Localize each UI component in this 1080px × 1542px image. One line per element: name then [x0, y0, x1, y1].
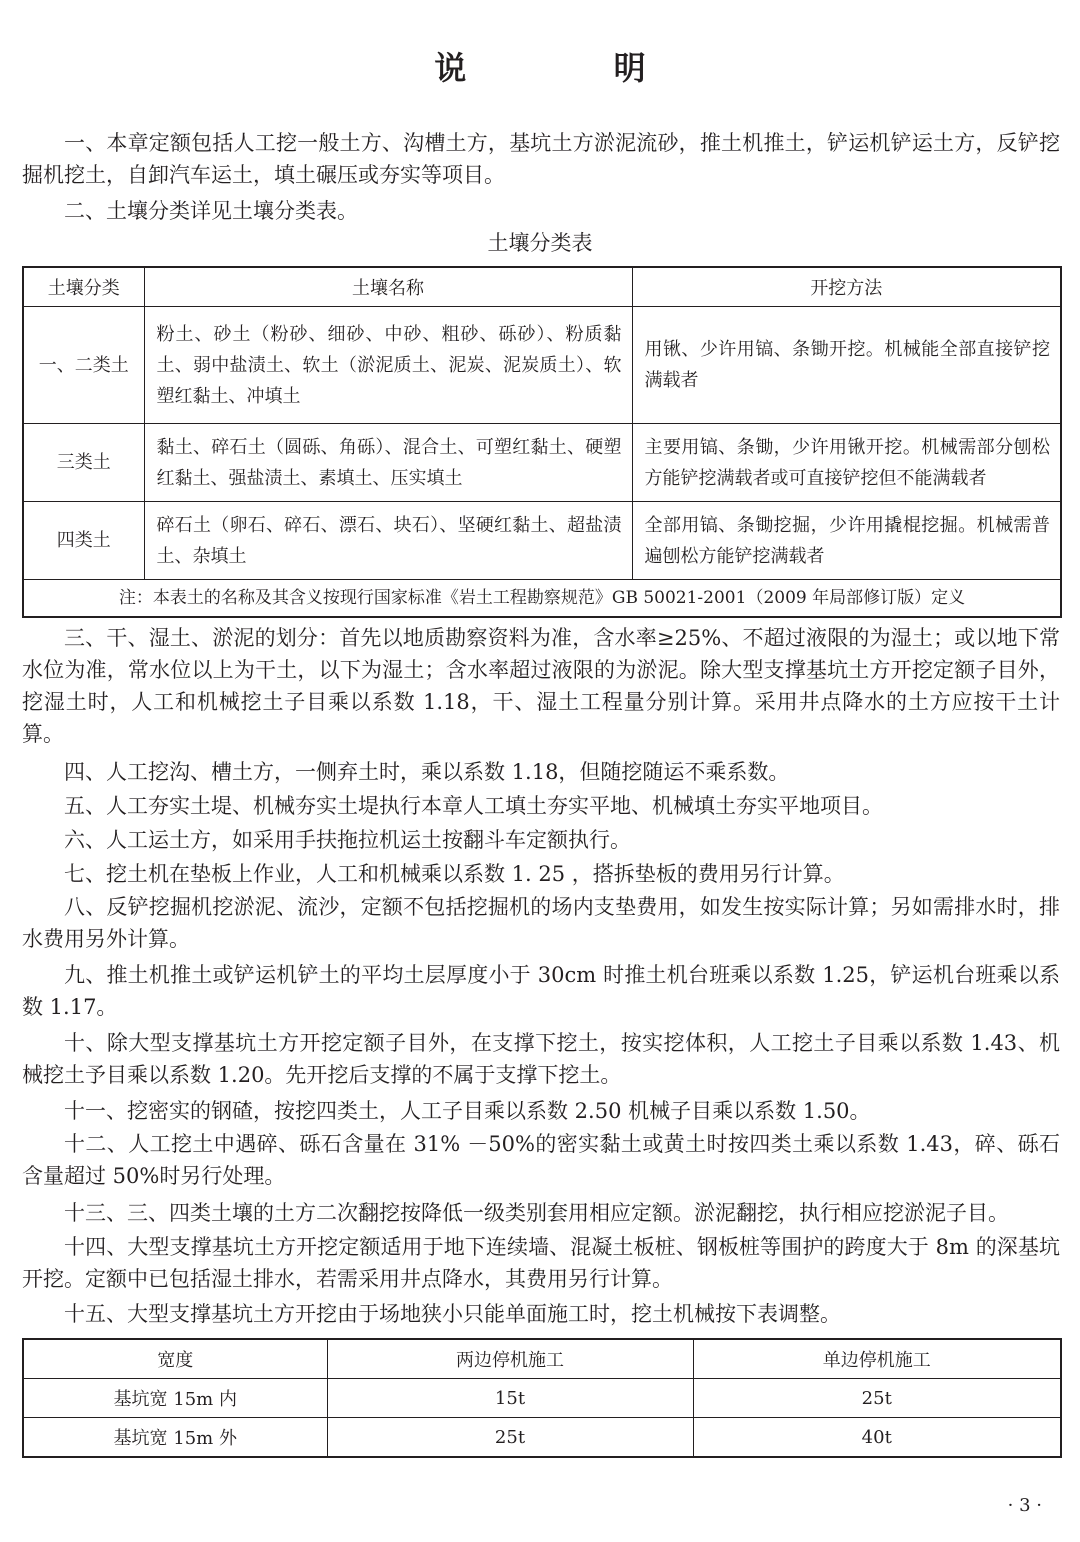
- page-title: 说 明: [434, 49, 714, 87]
- paragraph-14: 十四、大型支撑基坑土方开挖定额适用于地下连续墙、混凝土板桩、钢板桩等围护的跨度大于 8m 的深基坑开挖。定额中已包括湿土排水，若需采用井点降水，其费用另行计算。: [22, 1235, 1060, 1291]
- header-soil-name: 土壤名称: [144, 267, 632, 307]
- table-header-row: [23, 267, 1061, 307]
- table-row: [23, 502, 1061, 580]
- table-header-row: [23, 1339, 1061, 1379]
- soil-table-title: 土壤分类表: [487, 231, 593, 255]
- paragraph-8: 八、反铲挖掘机挖淤泥、流沙，定额不包括挖掘机的场内支垫费用，如发生按实际计算；另如需排水时，排水费用另外计算。: [22, 895, 1060, 951]
- table-cell: 25t: [327, 1418, 693, 1458]
- paragraph-11: 十一、挖密实的钢碴，按挖四类土，人工子目乘以系数 2.50 机械子目乘以系数 1.50。: [64, 1099, 871, 1123]
- header-soil-class: 土壤分类: [23, 267, 144, 307]
- table-note-row: [23, 580, 1061, 618]
- paragraph-7: 七、挖土机在垫板上作业，人工和机械乘以系数 1. 25 ，搭拆垫板的费用另行计算。: [64, 862, 845, 886]
- soil-name-cell: 碎石土（卵石、碎石、漂石、块石）、坚硬红黏土、超盐渍土、杂填土: [144, 502, 632, 580]
- header-excavation-method: 开挖方法: [632, 267, 1061, 307]
- table-row: [23, 424, 1061, 502]
- excavation-method-cell: 用锹、少许用镐、条锄开挖。机械能全部直接铲挖满载者: [632, 307, 1061, 424]
- table-row: [23, 307, 1061, 424]
- header-two-side: 两边停机施工: [327, 1339, 693, 1379]
- header-width: 宽度: [23, 1339, 327, 1379]
- table-row: [23, 1418, 1061, 1458]
- paragraph-13: 十三、三、四类土壤的土方二次翻挖按降低一级类别套用相应定额。淤泥翻挖，执行相应挖淤泥子目。: [64, 1201, 1009, 1225]
- excavation-method-cell: 主要用镐、条锄，少许用锹开挖。机械需部分刨松方能铲挖满载者或可直接铲挖但不能满载者: [632, 424, 1061, 502]
- soil-class-cell: 一、二类土: [23, 307, 144, 424]
- table-note: 注：本表土的名称及其含义按现行国家标准《岩土工程勘察规范》GB 50021-2001（2009 年局部修订版）定义: [23, 580, 1061, 618]
- excavator-adjustment-table: [22, 1338, 1062, 1458]
- paragraph-1: 一、本章定额包括人工挖一般土方、沟槽土方，基坑土方淤泥流砂，推土机推土，铲运机铲运土方，反铲挖掘机挖土，自卸汽车运土，填土碾压或夯实等项目。: [22, 131, 1060, 187]
- paragraph-10: 十、除大型支撑基坑土方开挖定额子目外，在支撑下挖土，按实挖体积，人工挖土子目乘以系数 1.43、机械挖土予目乘以系数 1.20。先开挖后支撑的不属于支撑下挖土。: [22, 1031, 1060, 1087]
- soil-class-cell: 三类土: [23, 424, 144, 502]
- table-cell: 基坑宽 15m 外: [23, 1418, 327, 1458]
- paragraph-15: 十五、大型支撑基坑土方开挖由于场地狭小只能单面施工时，挖土机械按下表调整。: [64, 1302, 841, 1326]
- paragraph-4: 四、人工挖沟、槽土方，一侧弃土时，乘以系数 1.18，但随挖随运不乘系数。: [64, 760, 790, 784]
- table-cell: 15t: [327, 1379, 693, 1418]
- table-cell: 基坑宽 15m 内: [23, 1379, 327, 1418]
- excavation-method-cell: 全部用镐、条锄挖掘，少许用撬棍挖掘。机械需普遍刨松方能铲挖满载者: [632, 502, 1061, 580]
- table-cell: 25t: [693, 1379, 1061, 1418]
- soil-classification-table: [22, 266, 1062, 618]
- paragraph-3: 三、干、湿土、淤泥的划分：首先以地质勘察资料为准，含水率≥25%、不超过液限的为湿土；或以地下常水位为准，常水位以上为干土，以下为湿土；含水率超过液限的为淤泥。除大型支撑基坑土方开挖定额子目外，挖湿土时，人工和机械挖土子目乘以系数 1.18，干、湿土工程量分别计算。采用井点降水的土方应按干土计算。: [22, 626, 1060, 746]
- paragraph-6: 六、人工运土方，如采用手扶拖拉机运土按翻斗车定额执行。: [64, 828, 631, 852]
- paragraph-5: 五、人工夯实土堤、机械夯实土堤执行本章人工填土夯实平地、机械填土夯实平地项目。: [64, 794, 883, 818]
- table-cell: 40t: [693, 1418, 1061, 1458]
- soil-class-cell: 四类土: [23, 502, 144, 580]
- soil-name-cell: 粉土、砂土（粉砂、细砂、中砂、粗砂、砾砂）、粉质黏土、弱中盐渍土、软土（淤泥质土、泥炭、泥炭质土）、软塑红黏土、冲填土: [144, 307, 632, 424]
- paragraph-12: 十二、人工挖土中遇碎、砾石含量在 31% －50%的密实黏土或黄土时按四类土乘以系数 1.43，碎、砾石含量超过 50%时另行处理。: [22, 1132, 1060, 1188]
- soil-name-cell: 黏土、碎石土（圆砾、角砾）、混合土、可塑红黏土、硬塑红黏土、强盐渍土、素填土、压实填土: [144, 424, 632, 502]
- paragraph-9: 九、推土机推土或铲运机铲土的平均土层厚度小于 30cm 时推土机台班乘以系数 1.25，铲运机台班乘以系数 1.17。: [22, 963, 1060, 1019]
- paragraph-2: 二、土壤分类详见土壤分类表。: [64, 199, 358, 223]
- header-one-side: 单边停机施工: [693, 1339, 1061, 1379]
- table-row: [23, 1379, 1061, 1418]
- page-number: · 3 ·: [1007, 1495, 1042, 1516]
